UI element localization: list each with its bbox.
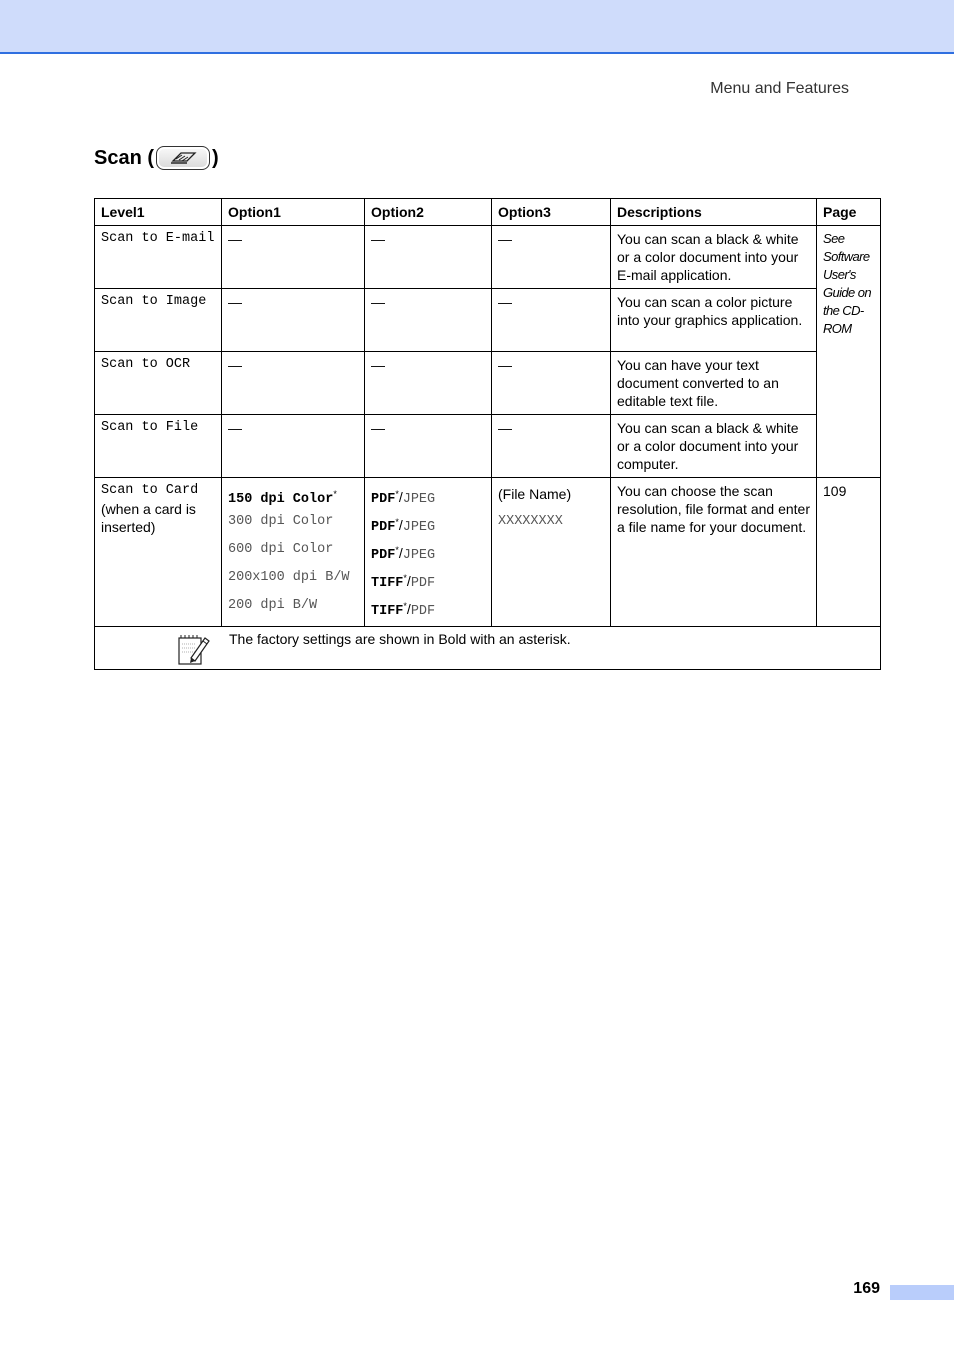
table-row — [95, 352, 881, 415]
resolution-option: 200x100 dpi B/W — [228, 570, 350, 585]
note-text: The factory settings are shown in Bold with an asterisk. — [229, 631, 571, 647]
resolution-option: 300 dpi Color — [228, 514, 334, 529]
option3-cell — [492, 478, 611, 627]
table-row — [95, 289, 881, 352]
top-header-band — [0, 0, 954, 54]
option1-cell: — — [222, 289, 365, 352]
default-asterisk: * — [333, 489, 337, 499]
option3-cell: — — [492, 289, 611, 352]
page-tab-marker — [890, 1285, 954, 1300]
option2-cell: — — [365, 226, 492, 289]
file-name-value: XXXXXXXX — [498, 514, 563, 529]
level1-cell — [95, 478, 222, 627]
file-name-label: (File Name) — [498, 486, 572, 502]
option1-cell: — — [222, 352, 365, 415]
page-number: 169 — [853, 1280, 880, 1297]
level1-cell: Scan to E-mail — [95, 226, 222, 289]
level1-cell: Scan to File — [95, 415, 222, 478]
table-row — [95, 415, 881, 478]
resolution-option: 150 dpi Color* — [228, 489, 337, 507]
description-cell: You can scan a black & white or a color document into your E-mail application. — [611, 226, 817, 289]
description-cell: You can scan a color picture into your graphics application. — [611, 289, 817, 352]
option2-cell: — — [365, 289, 492, 352]
level1-label: Scan to Card — [101, 483, 199, 498]
page-ref-line: See — [823, 231, 845, 246]
option3-cell: — — [492, 352, 611, 415]
option3-cell: — — [492, 415, 611, 478]
level1-cell: Scan to Image — [95, 289, 222, 352]
header-option2: Option2 — [365, 199, 492, 226]
option2-cell: — — [365, 352, 492, 415]
resolution-option: 600 dpi Color — [228, 542, 334, 557]
page-ref-line: ROM — [823, 321, 852, 336]
page-ref-line: User's — [823, 267, 856, 282]
description-cell: You can scan a black & white or a color document into your computer. — [611, 415, 817, 478]
page-ref-line: the CD- — [823, 303, 864, 318]
note-cell — [95, 627, 881, 670]
section-title — [94, 146, 219, 170]
header-descriptions: Descriptions — [611, 199, 817, 226]
option2-cell: — — [365, 415, 492, 478]
scan-menu-table — [94, 198, 881, 670]
section-title-prefix: Scan ( — [94, 146, 155, 169]
table-note-row — [95, 627, 881, 670]
page-reference-cell — [817, 226, 881, 478]
format-option: PDF*/JPEG — [371, 489, 436, 507]
description-cell: You can choose the scan resolution, file format and enter a file name for your document. — [611, 478, 817, 627]
page-ref-line: Guide on — [823, 285, 871, 300]
header-option3: Option3 — [492, 199, 611, 226]
page-cell: 109 — [817, 478, 881, 627]
option1-cell — [222, 478, 365, 627]
header-level1: Level1 — [95, 199, 222, 226]
page-ref-line: Software — [823, 249, 870, 264]
table-row-scan-to-card — [95, 478, 881, 627]
level1-cell: Scan to OCR — [95, 352, 222, 415]
format-option: TIFF*/PDF — [371, 601, 436, 619]
table-row — [95, 226, 881, 289]
table-header-row — [95, 199, 881, 226]
format-option: PDF*/JPEG — [371, 545, 436, 563]
format-option: TIFF*/PDF — [371, 573, 436, 591]
format-option: PDF*/JPEG — [371, 517, 436, 535]
option1-cell: — — [222, 226, 365, 289]
resolution-option: 200 dpi B/W — [228, 598, 318, 613]
option3-cell: — — [492, 226, 611, 289]
level1-note: (when a card is inserted) — [101, 501, 196, 535]
section-title-suffix: ) — [212, 146, 219, 169]
option1-cell: — — [222, 415, 365, 478]
description-cell: You can have your text document converted to an editable text file. — [611, 352, 817, 415]
running-header: Menu and Features — [710, 80, 849, 97]
note-pencil-icon — [177, 632, 211, 670]
option2-cell — [365, 478, 492, 627]
header-option1: Option1 — [222, 199, 365, 226]
header-page: Page — [817, 199, 881, 226]
scan-key-icon — [156, 146, 210, 170]
